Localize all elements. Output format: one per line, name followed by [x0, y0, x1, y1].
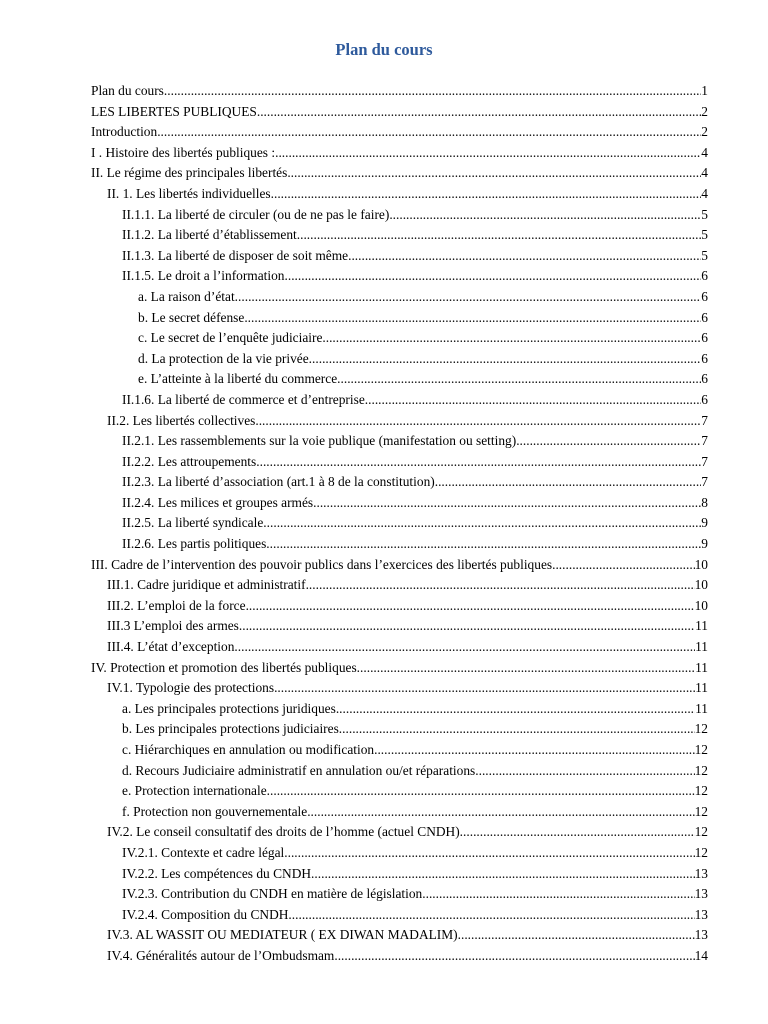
toc-entry[interactable]: [91, 905, 708, 926]
toc-leader-dots: [239, 616, 695, 637]
toc-entry-label: II. 1. Les libertés individuelles: [107, 185, 271, 201]
toc-page-number: 9: [701, 536, 708, 552]
toc-entry-label: LES LIBERTES PUBLIQUES: [91, 103, 257, 119]
toc-page-number: 12: [694, 762, 708, 778]
toc-entry-label: II.1.1. La liberté de circuler (ou de ne pas le faire): [122, 206, 390, 222]
toc-page-number: 6: [701, 330, 708, 346]
toc-entry[interactable]: [91, 575, 708, 596]
toc-page-number: 4: [701, 144, 708, 160]
toc-entry-label: a. La raison d’état: [138, 288, 235, 304]
toc-entry[interactable]: [91, 287, 708, 308]
toc-entry-label: II. Le régime des principales libertés: [91, 165, 288, 181]
toc-page-number: 10: [694, 577, 708, 593]
toc-page-number: 6: [701, 371, 708, 387]
toc-entry-label: IV.2.2. Les compétences du CNDH: [122, 865, 312, 881]
toc-page-number: 5: [701, 247, 708, 263]
toc-leader-dots: [297, 225, 702, 246]
toc-entry-label: IV.3. AL WASSIT OU MEDIATEUR ( EX DIWAN MADALIM): [107, 927, 458, 943]
toc-entry[interactable]: [91, 308, 708, 329]
toc-entry[interactable]: [91, 411, 708, 432]
toc-leader-dots: [255, 411, 701, 432]
toc-entry-label: II.2.2. Les attroupements: [122, 453, 257, 469]
toc-entry[interactable]: [91, 163, 708, 184]
toc-entry-label: Plan du cours: [91, 83, 164, 98]
toc-entry[interactable]: [91, 637, 708, 658]
toc-entry[interactable]: [91, 678, 708, 699]
toc-entry-label: IV.2.3. Contribution du CNDH en matière de législation: [122, 886, 423, 902]
toc-entry[interactable]: [91, 843, 708, 864]
toc-entry[interactable]: [91, 452, 708, 473]
toc-page-number: 7: [701, 412, 708, 428]
toc-page-number: 11: [695, 659, 708, 675]
toc-leader-dots: [458, 925, 695, 946]
toc-page-number: 7: [701, 433, 708, 449]
toc-entry-label: e. L’atteinte à la liberté du commerce: [138, 371, 338, 387]
toc-leader-dots: [271, 184, 702, 205]
toc-entry[interactable]: [91, 328, 708, 349]
toc-leader-dots: [311, 864, 695, 885]
toc-entry[interactable]: [91, 266, 708, 287]
toc-page-number: 2: [701, 124, 708, 140]
toc-entry[interactable]: [91, 225, 708, 246]
toc-leader-dots: [246, 596, 695, 617]
toc-entry[interactable]: [91, 369, 708, 390]
toc-page-number: 6: [701, 268, 708, 284]
toc-entry-label: IV.4. Généralités autour de l’Ombudsmam: [107, 947, 335, 963]
toc-entry[interactable]: [91, 349, 708, 370]
toc-leader-dots: [435, 472, 702, 493]
toc-leader-dots: [288, 905, 694, 926]
toc-entry-label: II.2.4. Les milices et groupes armés: [122, 494, 314, 510]
toc-entry-label: II.2.3. La liberté d’association (art.1 à 8 de la constitution): [122, 474, 435, 490]
toc-page-number: 6: [701, 288, 708, 304]
toc-leader-dots: [309, 349, 702, 370]
toc-page-number: 7: [701, 453, 708, 469]
toc-entry[interactable]: [91, 205, 708, 226]
toc-entry-label: Introduction: [91, 124, 158, 140]
toc-leader-dots: [157, 122, 701, 143]
toc-entry[interactable]: [91, 884, 708, 905]
toc-page-number: 11: [695, 618, 708, 634]
toc-entry[interactable]: [91, 596, 708, 617]
table-of-contents: [91, 81, 708, 967]
toc-page-number: 13: [694, 906, 708, 922]
toc-entry-label: e. Protection internationale: [122, 783, 267, 799]
toc-entry-label: d. Recours Judiciaire administratif en annulation ou/et réparations: [122, 762, 476, 778]
toc-entry-label: IV.1. Typologie des protections: [107, 680, 275, 696]
toc-leader-dots: [339, 719, 695, 740]
toc-entry[interactable]: [91, 493, 708, 514]
toc-entry-label: III.4. L’état d’exception: [107, 639, 235, 655]
toc-entry-label: III.3 L’emploi des armes: [107, 618, 239, 634]
toc-page-number: 11: [695, 639, 708, 655]
toc-leader-dots: [266, 534, 701, 555]
toc-entry-label: b. Le secret défense: [138, 309, 245, 325]
toc-page-number: 12: [694, 721, 708, 737]
toc-leader-dots: [313, 493, 701, 514]
toc-entry-label: III.1. Cadre juridique et administratif: [107, 577, 306, 593]
toc-page-number: 13: [694, 927, 708, 943]
toc-page-number: 2: [701, 103, 708, 119]
toc-entry[interactable]: [91, 946, 708, 967]
toc-entry-label: a. Les principales protections juridiques: [122, 700, 336, 716]
toc-entry[interactable]: [91, 390, 708, 411]
toc-page-number: 5: [701, 206, 708, 222]
toc-page-number: 9: [701, 515, 708, 531]
toc-leader-dots: [516, 431, 701, 452]
toc-leader-dots: [267, 781, 695, 802]
toc-entry-label: b. Les principales protections judiciaires: [122, 721, 339, 737]
toc-leader-dots: [256, 452, 701, 473]
toc-entry[interactable]: [91, 658, 708, 679]
toc-entry-label: II.1.3. La liberté de disposer de soit même: [122, 247, 349, 263]
toc-entry[interactable]: [91, 184, 708, 205]
toc-entry[interactable]: [91, 925, 708, 946]
toc-entry-label: II.1.5. Le droit a l’information: [122, 268, 285, 284]
toc-entry[interactable]: [91, 246, 708, 267]
toc-leader-dots: [357, 658, 695, 679]
toc-entry-label: IV. Protection et promotion des libertés publiques: [91, 659, 357, 675]
toc-page-number: 12: [694, 844, 708, 860]
toc-entry[interactable]: [91, 431, 708, 452]
toc-entry[interactable]: [91, 822, 708, 843]
toc-leader-dots: [263, 513, 701, 534]
toc-entry-label: f. Protection non gouvernementale: [122, 803, 308, 819]
toc-entry-label: I . Histoire des libertés publiques :: [91, 144, 276, 160]
toc-page-number: 13: [694, 865, 708, 881]
toc-entry[interactable]: [91, 143, 708, 164]
toc-entry[interactable]: [91, 864, 708, 885]
toc-entry[interactable]: [91, 555, 708, 576]
toc-page-number: 8: [701, 494, 708, 510]
toc-page-number: 5: [701, 227, 708, 243]
toc-entry[interactable]: [91, 699, 708, 720]
toc-leader-dots: [334, 946, 694, 967]
toc-entry-label: II.1.6. La liberté de commerce et d’entreprise: [122, 391, 365, 407]
toc-entry[interactable]: [91, 81, 708, 102]
toc-page-number: 12: [694, 824, 708, 840]
toc-page-number: 7: [701, 474, 708, 490]
toc-page-number: 6: [701, 391, 708, 407]
toc-page-number: 1: [701, 83, 708, 98]
toc-page-number: 11: [695, 680, 708, 696]
toc-leader-dots: [336, 699, 695, 720]
toc-entry-label: III.2. L’emploi de la force: [107, 597, 246, 613]
toc-entry-label: c. Le secret de l’enquête judiciaire: [138, 330, 323, 346]
toc-entry-label: IV.2.4. Composition du CNDH: [122, 906, 289, 922]
toc-entry-label: II.2.6. Les partis politiques: [122, 536, 267, 552]
toc-page-number: 12: [694, 783, 708, 799]
toc-leader-dots: [552, 555, 695, 576]
toc-leader-dots: [307, 802, 694, 823]
toc-entry-label: II.2.5. La liberté syndicale: [122, 515, 264, 531]
toc-entry[interactable]: [91, 102, 708, 123]
toc-entry-label: IV.2.1. Contexte et cadre légal: [122, 844, 285, 860]
toc-entry[interactable]: [91, 781, 708, 802]
toc-leader-dots: [322, 328, 701, 349]
toc-leader-dots: [164, 81, 701, 102]
toc-entry[interactable]: [91, 740, 708, 761]
toc-entry-label: d. La protection de la vie privée: [138, 350, 309, 366]
toc-page-number: 14: [694, 947, 708, 963]
toc-leader-dots: [422, 884, 694, 905]
toc-leader-dots: [348, 246, 701, 267]
toc-leader-dots: [285, 266, 702, 287]
toc-page-number: 10: [694, 597, 708, 613]
toc-leader-dots: [306, 575, 695, 596]
toc-leader-dots: [244, 308, 701, 329]
toc-entry-label: c. Hiérarchiques en annulation ou modification: [122, 742, 375, 757]
toc-leader-dots: [460, 822, 695, 843]
toc-page-number: 6: [701, 350, 708, 366]
toc-leader-dots: [389, 205, 701, 226]
toc-entry[interactable]: [91, 616, 708, 637]
toc-leader-dots: [374, 740, 695, 761]
toc-entry[interactable]: [91, 513, 708, 534]
toc-page-number: 12: [694, 742, 708, 757]
toc-entry-label: III. Cadre de l’intervention des pouvoir publics dans l’exercices des libertés publiques: [91, 556, 553, 572]
toc-leader-dots: [337, 369, 701, 390]
toc-page-number: 4: [701, 185, 708, 201]
toc-leader-dots: [365, 390, 702, 411]
toc-entry[interactable]: [91, 802, 708, 823]
toc-entry[interactable]: [91, 534, 708, 555]
toc-entry-label: IV.2. Le conseil consultatif des droits de l’homme (actuel CNDH): [107, 824, 460, 840]
toc-entry-label: II.2. Les libertés collectives: [107, 412, 256, 428]
toc-entry[interactable]: [91, 472, 708, 493]
toc-page-number: 4: [701, 165, 708, 181]
toc-entry-label: II.2.1. Les rassemblements sur la voie publique (manifestation ou setting): [122, 433, 517, 449]
toc-entry-label: II.1.2. La liberté d’établissement: [122, 227, 297, 243]
toc-leader-dots: [234, 637, 695, 658]
toc-leader-dots: [257, 102, 701, 123]
toc-leader-dots: [235, 287, 702, 308]
toc-entry[interactable]: [91, 761, 708, 782]
toc-page-number: 11: [695, 700, 708, 716]
toc-leader-dots: [475, 761, 694, 782]
toc-page-number: 12: [694, 803, 708, 819]
toc-leader-dots: [287, 163, 701, 184]
toc-page-number: 10: [694, 556, 708, 572]
toc-entry[interactable]: [91, 122, 708, 143]
toc-leader-dots: [274, 678, 695, 699]
toc-leader-dots: [275, 143, 701, 164]
toc-page-number: 13: [694, 886, 708, 902]
page-title: Plan du cours: [335, 40, 433, 59]
toc-leader-dots: [284, 843, 694, 864]
toc-page-number: 6: [701, 309, 708, 325]
toc-entry[interactable]: [91, 719, 708, 740]
